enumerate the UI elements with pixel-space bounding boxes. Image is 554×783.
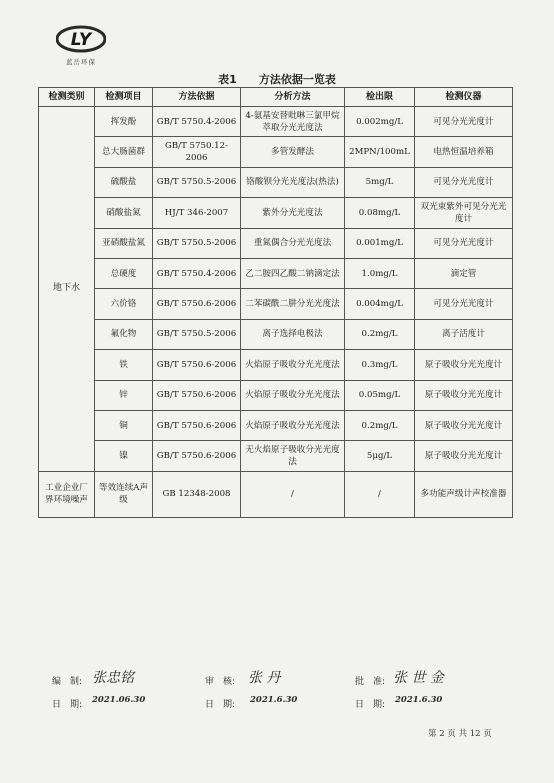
instrument-cell: 原子吸收分光光度计 — [415, 441, 513, 471]
limit-cell: 5μg/L — [345, 441, 415, 471]
page-number: 第 2 页 共 12 页 — [428, 729, 492, 739]
table-row — [39, 289, 513, 319]
table-row — [39, 228, 513, 258]
table-row — [39, 107, 513, 137]
item-cell: 总大肠菌群 — [95, 137, 153, 167]
method-cell: 紫外分光光度法 — [241, 198, 345, 228]
item-cell: 锌 — [95, 380, 153, 410]
basis-cell: GB/T 5750.6-2006 — [153, 441, 241, 471]
compiler-date-label: 日 期: — [52, 700, 83, 710]
table-header-row — [39, 88, 513, 107]
table-row — [39, 471, 513, 517]
limit-cell: 2MPN/100mL — [345, 137, 415, 167]
limit-cell: 1.0mg/L — [345, 258, 415, 288]
method-cell: 火焰原子吸收分光光度法 — [241, 380, 345, 410]
method-cell: 乙二胺四乙酸二钠滴定法 — [241, 258, 345, 288]
method-cell: / — [241, 471, 345, 517]
method-cell: 火焰原子吸收分光光度法 — [241, 350, 345, 380]
basis-cell: HJ/T 346-2007 — [153, 198, 241, 228]
table-row — [39, 350, 513, 380]
table-caption: 表1 方法依据一览表 — [218, 73, 336, 86]
header-item: 检测项目 — [95, 88, 153, 107]
basis-cell: GB/T 5750.4-2006 — [153, 107, 241, 137]
basis-cell: GB/T 5750.6-2006 — [153, 380, 241, 410]
limit-cell: 0.002mg/L — [345, 107, 415, 137]
table-row — [39, 319, 513, 349]
instrument-cell: 原子吸收分光光度计 — [415, 410, 513, 440]
basis-cell: GB/T 5750.5-2006 — [153, 167, 241, 197]
instrument-cell: 可见分光光度计 — [415, 289, 513, 319]
header-basis: 方法依据 — [153, 88, 241, 107]
item-cell: 硝酸盐氮 — [95, 198, 153, 228]
basis-cell: GB/T 5750.5-2006 — [153, 228, 241, 258]
basis-cell: GB 12348-2008 — [153, 471, 241, 517]
instrument-cell: 双光束紫外可见分光光度计 — [415, 198, 513, 228]
table-row — [39, 167, 513, 197]
method-cell: 离子选择电极法 — [241, 319, 345, 349]
basis-cell: GB/T 5750.4-2006 — [153, 258, 241, 288]
table-row — [39, 137, 513, 167]
table-row — [39, 198, 513, 228]
basis-cell: GB/T 5750.5-2006 — [153, 319, 241, 349]
ly-logo-icon — [56, 24, 106, 54]
instrument-cell: 可见分光光度计 — [415, 228, 513, 258]
limit-cell: 0.3mg/L — [345, 350, 415, 380]
item-cell: 六价铬 — [95, 289, 153, 319]
method-cell: 二苯碳酰二肼分光光度法 — [241, 289, 345, 319]
limit-cell: 0.001mg/L — [345, 228, 415, 258]
item-cell: 硫酸盐 — [95, 167, 153, 197]
instrument-cell: 原子吸收分光光度计 — [415, 380, 513, 410]
instrument-cell: 多功能声级计声校准器 — [415, 471, 513, 517]
method-cell: 4-氨基安替吡啉三氯甲烷萃取分光光度法 — [241, 107, 345, 137]
item-cell: 氟化物 — [95, 319, 153, 349]
item-cell: 铁 — [95, 350, 153, 380]
header-limit: 检出限 — [345, 88, 415, 107]
limit-cell: / — [345, 471, 415, 517]
compiler-signature: 张忠铭 — [92, 670, 134, 686]
basis-cell: GB/T 5750.6-2006 — [153, 289, 241, 319]
reviewer-date-label: 日 期: — [205, 700, 236, 710]
table-row — [39, 258, 513, 288]
header-method: 分析方法 — [241, 88, 345, 107]
limit-cell: 0.08mg/L — [345, 198, 415, 228]
method-cell: 多管发酵法 — [241, 137, 345, 167]
instrument-cell: 可见分光光度计 — [415, 167, 513, 197]
item-cell: 铜 — [95, 410, 153, 440]
logo-mark-text: LY — [70, 30, 92, 50]
table-row — [39, 410, 513, 440]
category-cell: 工业企业厂界环境噪声 — [39, 471, 95, 517]
item-cell: 总硬度 — [95, 258, 153, 288]
instrument-cell: 电热恒温培养箱 — [415, 137, 513, 167]
method-table — [38, 87, 513, 518]
item-cell: 等效连续A声级 — [95, 471, 153, 517]
item-cell: 挥发酚 — [95, 107, 153, 137]
reviewer-label: 审 核: — [205, 677, 236, 687]
method-cell: 铬酸钡分光光度法(热法) — [241, 167, 345, 197]
approver-date: 2021.6.30 — [395, 695, 443, 705]
table-row — [39, 380, 513, 410]
table-row — [39, 441, 513, 471]
instrument-cell: 离子活度计 — [415, 319, 513, 349]
header-instrument: 检测仪器 — [415, 88, 513, 107]
category-cell: 地下水 — [39, 107, 95, 472]
approver-label: 批 准: — [355, 677, 386, 687]
limit-cell: 0.05mg/L — [345, 380, 415, 410]
limit-cell: 0.2mg/L — [345, 410, 415, 440]
method-cell: 无火焰原子吸收分光光度法 — [241, 441, 345, 471]
basis-cell: GB/T 5750.6-2006 — [153, 350, 241, 380]
instrument-cell: 滴定管 — [415, 258, 513, 288]
limit-cell: 0.2mg/L — [345, 319, 415, 349]
item-cell: 镍 — [95, 441, 153, 471]
header-category: 检测类别 — [39, 88, 95, 107]
logo-company-name: 蓝岳环保 — [66, 58, 96, 66]
method-cell: 火焰原子吸收分光光度法 — [241, 410, 345, 440]
approver-date-label: 日 期: — [355, 700, 386, 710]
basis-cell: GB/T 5750.12-2006 — [153, 137, 241, 167]
approver-signature: 张 世 金 — [393, 670, 444, 686]
limit-cell: 0.004mg/L — [345, 289, 415, 319]
method-cell: 重氮偶合分光光度法 — [241, 228, 345, 258]
basis-cell: GB/T 5750.6-2006 — [153, 410, 241, 440]
instrument-cell: 可见分光光度计 — [415, 107, 513, 137]
limit-cell: 5mg/L — [345, 167, 415, 197]
instrument-cell: 原子吸收分光光度计 — [415, 350, 513, 380]
reviewer-date: 2021.6.30 — [250, 695, 298, 705]
compiler-label: 编 制: — [52, 677, 83, 687]
reviewer-signature: 张 丹 — [248, 670, 281, 686]
compiler-date: 2021.06.30 — [92, 695, 146, 705]
item-cell: 亚硝酸盐氮 — [95, 228, 153, 258]
company-logo — [52, 24, 110, 70]
